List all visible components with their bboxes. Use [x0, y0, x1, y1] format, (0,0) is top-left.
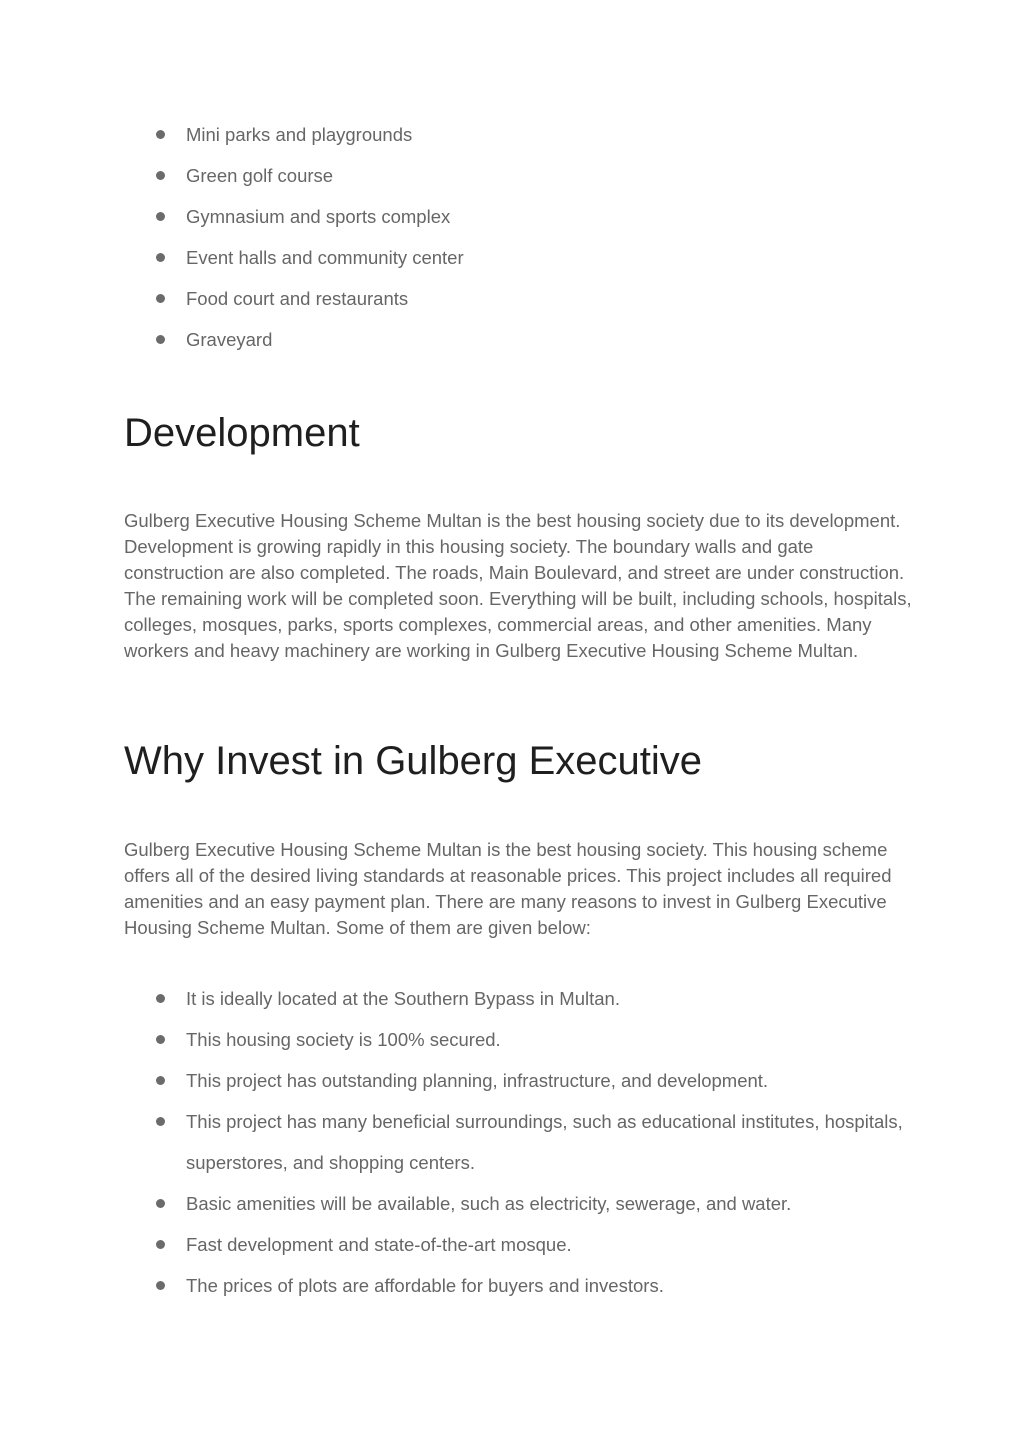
list-item-text: Gymnasium and sports complex — [186, 206, 451, 227]
development-heading: Development — [124, 411, 360, 455]
list-item — [124, 114, 904, 155]
bullet-icon — [156, 335, 165, 344]
bullet-icon — [156, 171, 165, 180]
bullet-icon — [156, 1076, 165, 1085]
why-invest-paragraph: Gulberg Executive Housing Scheme Multan is the best housing society. This housing scheme offers all of the desired living standards at reasonable prices. This project includes all required amenities and an easy payment plan. There are many reasons to invest in Gulberg Executive Housing Scheme Multan. Some of them are given below: — [124, 839, 892, 938]
list-item — [124, 1019, 904, 1060]
list-item-text: Basic amenities will be available, such as electricity, sewerage, and water. — [186, 1193, 792, 1214]
list-item — [124, 278, 904, 319]
list-item-text: This project has outstanding planning, infrastructure, and development. — [186, 1070, 769, 1091]
bullet-icon — [156, 1117, 165, 1126]
list-item — [124, 319, 904, 360]
list-item-text: Mini parks and playgrounds — [186, 124, 413, 145]
list-item — [124, 1060, 904, 1101]
list-item-text: It is ideally located at the Southern Bypass in Multan. — [186, 988, 620, 1009]
list-item-text: Food court and restaurants — [186, 288, 409, 309]
list-item-text: This housing society is 100% secured. — [186, 1029, 501, 1050]
bullet-icon — [156, 1035, 165, 1044]
reasons-list — [124, 978, 904, 1306]
list-item — [124, 1101, 904, 1183]
list-item — [124, 1183, 904, 1224]
list-item-text: Green golf course — [186, 165, 334, 186]
list-item-text: Fast development and state-of-the-art mosque. — [186, 1234, 572, 1255]
bullet-icon — [156, 212, 165, 221]
bullet-icon — [156, 1281, 165, 1290]
list-item-text: The prices of plots are affordable for buyers and investors. — [186, 1275, 664, 1296]
bullet-icon — [156, 1240, 165, 1249]
list-item-text: This project has many beneficial surroundings, such as educational institutes, hospitals, superstores, and shopping centers. — [186, 1111, 903, 1173]
bullet-icon — [156, 130, 165, 139]
list-item-text: Event halls and community center — [186, 247, 464, 268]
list-item — [124, 237, 904, 278]
development-paragraph: Gulberg Executive Housing Scheme Multan is the best housing society due to its development. Development is growing rapidly in this housing society. The boundary walls and gate construction are also completed. The roads, Main Boulevard, and street are under construction. The remaining work will be completed soon. Everything will be built, including schools, hospitals, colleges, mosques, parks, sports complexes, commercial areas, and other amenities. Many workers and heavy machinery are working in Gulberg Executive Housing Scheme Multan. — [124, 510, 912, 661]
list-item — [124, 1224, 904, 1265]
why-invest-heading: Why Invest in Gulberg Executive — [124, 739, 703, 783]
list-item — [124, 196, 904, 237]
list-item — [124, 155, 904, 196]
list-item — [124, 1265, 904, 1306]
bullet-icon — [156, 253, 165, 262]
bullet-icon — [156, 994, 165, 1003]
amenities-list — [124, 114, 904, 360]
bullet-icon — [156, 294, 165, 303]
bullet-icon — [156, 1199, 165, 1208]
list-item — [124, 978, 904, 1019]
list-item-text: Graveyard — [186, 329, 273, 350]
